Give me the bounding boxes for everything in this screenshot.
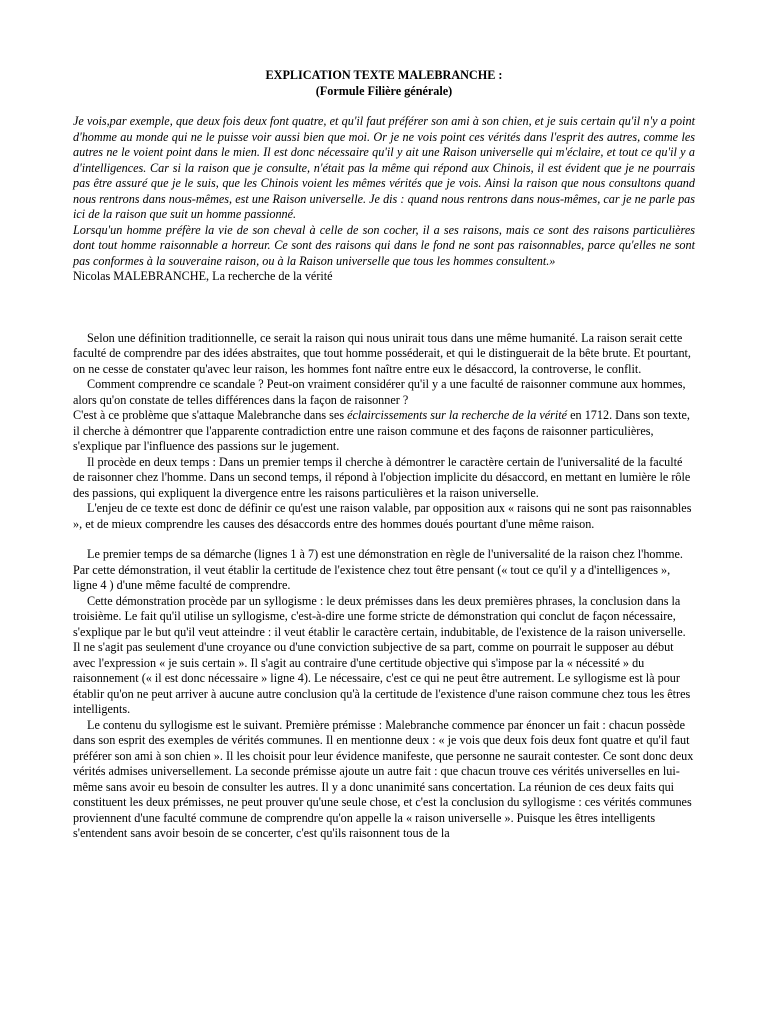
quote-source: Nicolas MALEBRANCHE, La recherche de la vérité — [73, 269, 333, 283]
quote-paragraph-1: Je vois,par exemple, que deux fois deux font quatre, et qu'il faut préférer son ami à son chien, et je suis certain qu'il n'y a point d'homme au monde qui ne le puisse voir aussi bien que moi. Or je ne vois point ces vérités dans l'esprit des autres, comme les autres ne le voient point dans le mien. Il est donc nécessaire qu'il y ait une Raison universelle qui m'éclaire, et tout ce qu'il y a d'intelligences. Car si la raison que je consulte, n'était pas la même qui répond aux Chinois, il est évident que je ne pourrais pas être assuré que je le suis, que les Chinois voient les mêmes vérités que je vois. Ainsi la raison que nous consultons quand nous rentrons dans nous-mêmes, est une Raison universelle. Je dis : quand nous rentrons dans nous-mêmes, car je ne parle pas ici de la raison que suit un homme passionné. — [73, 114, 695, 221]
intro-paragraph-3-end: en 1712. Dans son texte, il cherche à démontrer que l'apparente contradiction entre une raison commune et des façons de raisonner particulières, s'explique par l'influence des passions sur le jugement. — [73, 408, 690, 453]
intro-paragraph-3-start: C'est à ce problème que s'attaque Malebranche dans ses — [73, 408, 348, 422]
document-page — [73, 68, 695, 842]
intro-paragraph-1: Selon une définition traditionnelle, ce serait la raison qui nous unirait tous dans une même humanité. La raison serait cette faculté de comprendre par des idées abstraites, que tout homme posséderait, et qui le distinguerait de la bête brute. Et pourtant, on ne cesse de constater qu'avec leur raison, les hommes font naître entre eux le désaccord, la controverse, le conflit. — [73, 330, 691, 376]
document-subtitle: (Formule Filière générale) — [315, 83, 453, 98]
intro-paragraph-5: L'enjeu de ce texte est donc de définir ce qu'est une raison valable, par opposition aux « raisons qui ne sont pas raisonnables », et de mieux comprendre les causes des désaccords entre des hommes doués pourtant d'une même raison. — [73, 501, 692, 531]
part1-paragraph-3: Le contenu du syllogisme est le suivant. Première prémisse : Malebranche commence par énoncer un fait : chacun possède dans son esprit des exemples de vérités communes. Il en mentionne deux : « je vois que deux fois deux font quatre et qu'il faut préférer son ami à son chien ». Il les choisit pour leur évidence manifeste, que personne ne saurait contester. Ce sont donc deux vérités admises universellement. La seconde prémisse ajoute un autre fait : que chacun trouve ces vérités universelles en lui-même sans avoir eu besoin de consulter les autres. Il y a donc unanimité sans concertation. La réunion de ces deux faits qui constituent les deux prémisses, ne peut prouver qu'une seule chose, et c'est la conclusion du syllogisme : ces vérités communes proviennent d'une faculté commune de comprendre qu'on appelle la « raison universelle ». Puisque les êtres intelligents s'entendent sans avoir besoin de se concerter, c'est qu'ils raisonnent tous de la — [73, 717, 694, 840]
quote-paragraph-2: Lorsqu'un homme préfère la vie de son cheval à celle de son cocher, il a ses raisons, mais ce sont des raisons particulières dont tout homme raisonnable a horreur. Ce sont des raisons qui dans le fond ne sont pas raisonnables, parce qu'elles ne sont pas conformes à la souveraine raison, ou à la Raison universelle que tous les hommes consultent.» — [73, 222, 695, 268]
intro-paragraph-3 — [73, 408, 695, 455]
part1-paragraph-2: Cette démonstration procède par un syllogisme : le deux prémisses dans les deux premières phrases, la conclusion dans la troisième. Le fait qu'il utilise un syllogisme, c'est-à-dire une forme stricte de démonstration qui conclut de façon nécessaire, s'explique par le but qu'il veut atteindre : il veut établir le caractère certain, indubitable, de l'existence de la raison universelle. Il ne s'agit pas seulement d'une croyance ou d'une conviction subjective de sa part, comme on pourrait le supposer au début avec l'expression « je suis certain ». Il s'agit au contraire d'une certitude objective qui s'impose par la « nécessité » du raisonnement (« il est donc nécessaire » ligne 4). Le nécessaire, c'est ce qui ne peut être autrement. Le syllogisme est là pour établir qu'on ne peut arriver à aucune autre conclusion qu'à la certitude de l'existence d'une raison commune chez tous les êtres intelligents. — [73, 593, 691, 716]
spacer — [73, 532, 695, 547]
title-block — [73, 68, 695, 99]
part1-paragraph-1: Le premier temps de sa démarche (lignes 1 à 7) est une démonstration en règle de l'universalité de la raison chez l'homme. Par cette démonstration, il veut établir la certitude de l'existence chez tout être pensant (« tout ce qu'il y a d'intelligences », ligne 4 ) d'une même faculté de comprendre. — [73, 547, 683, 592]
intro-paragraph-4: Il procède en deux temps : Dans un premier temps il cherche à démontrer le caractère certain de l'universalité de la faculté de raisonner chez l'homme. Dans un second temps, il répond à l'objection implicite du désaccord, en mettant en lumière le rôle des passions, qui expliquent la divergence entre les raisons particulières et la raison universelle. — [73, 454, 691, 500]
intro-paragraph-2: Comment comprendre ce scandale ? Peut-on vraiment considérer qu'il y a une faculté de raisonner commune aux hommes, alors qu'on constate de telles différences dans la façon de raisonner ? — [73, 377, 686, 407]
book-title-italic: éclaircissements sur la recherche de la vérité — [347, 408, 568, 422]
document-title: EXPLICATION TEXTE MALEBRANCHE : — [265, 68, 503, 82]
spacer — [73, 285, 695, 331]
